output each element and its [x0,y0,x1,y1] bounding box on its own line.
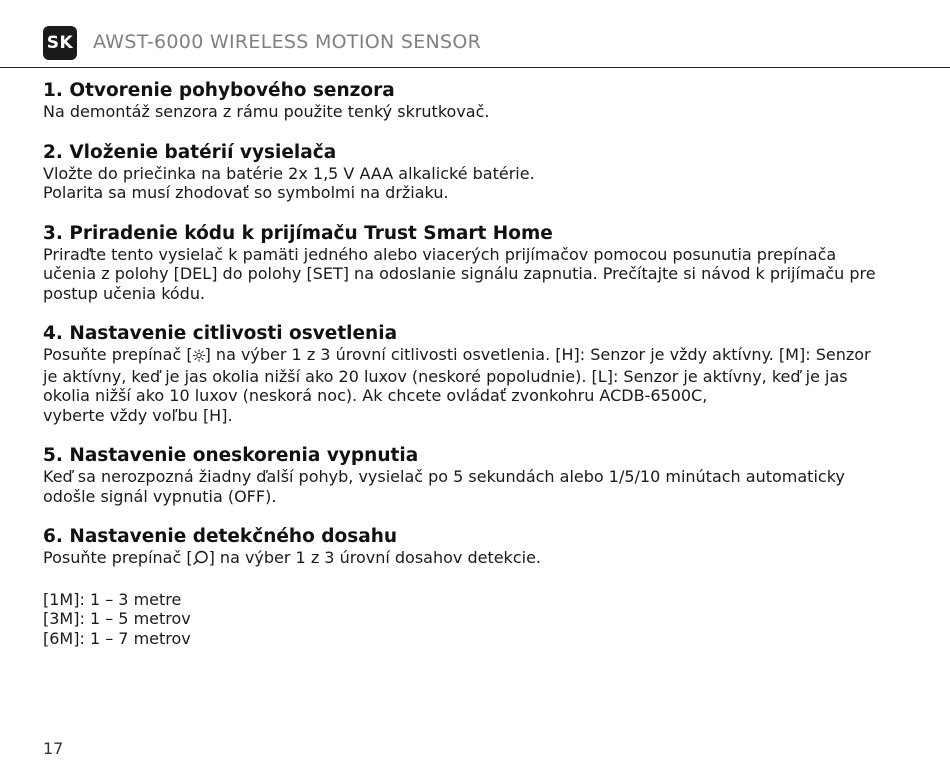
text-line: učenia z polohy [DEL] do polohy [SET] na odoslanie signálu zapnutia. Prečítajte si návod k prijímaču pre [43,264,876,283]
text-line: Keď sa nerozpozná žiadny ďalší pohyb, vysielač po 5 sekundách alebo 1/5/10 minútach automaticky [43,467,845,486]
section-heading: 6. Nastavenie detekčného dosahu [43,526,398,547]
text-line [43,345,913,367]
document-body [43,80,913,668]
text-line: odošle signál vypnutia (OFF). [43,486,277,506]
list-item: [6M]: 1 – 7 metrov [43,628,191,648]
text-line: Vložte do priečinka na batérie 2x 1,5 V AAA alkalické batérie. [43,163,535,183]
section-text [43,245,913,304]
text-line: je aktívny, keď je jas okolia nižší ako 20 luxov (neskoré popoludnie). [L]: Senzor je aktívny, keď je jas [43,366,848,386]
range-list [43,590,913,649]
range-icon [193,550,209,570]
page-header [0,0,950,68]
section-text [43,467,913,506]
text-line: vyberte vždy voľbu [H]. [43,405,233,425]
section-text [43,164,913,203]
text-segment: ] na výber 1 z 3 úrovní citlivosti osvetlenia. [H]: Senzor je vždy aktívny. [M]: Senzor [204,345,871,364]
section-heading: 5. Nastavenie oneskorenia vypnutia [43,445,419,466]
language-badge: SK [43,26,77,60]
section-heading: 2. Vloženie batérií vysielača [43,141,337,163]
sun-icon [193,347,205,367]
list-item: [3M]: 1 – 5 metrov [43,609,191,628]
section-text [43,345,913,425]
section-light-sensitivity [43,323,913,425]
section-detection-range [43,526,913,648]
section-text [43,548,913,570]
section-text [43,102,913,122]
text-line: Priraďte tento vysielač k pamäti jedného alebo viacerých prijímačov pomocou posunutia prepínača [43,244,837,264]
section-heading: 3. Priradenie kódu k prijímaču Trust Smart Home [43,222,553,244]
section-open-sensor [43,80,913,122]
text-line [43,548,913,570]
text-segment: Posuňte prepínač [ [43,548,193,567]
text-segment: Posuňte prepínač [ [43,345,193,364]
section-heading: 4. Nastavenie citlivosti osvetlenia [43,323,398,344]
text-line: Na demontáž senzora z rámu použite tenký skrutkovač. [43,102,490,121]
text-line: okolia nižší ako 10 luxov (neskorá noc). Ak chcete ovládať zvonkohru ACDB-6500C, [43,386,708,405]
list-item: [1M]: 1 – 3 metre [43,589,182,609]
section-insert-batteries [43,142,913,203]
document-title: AWST-6000 WIRELESS MOTION SENSOR [93,31,482,53]
page-number: 17 [43,739,64,758]
section-off-delay [43,445,913,506]
section-heading: 1. Otvorenie pohybového senzora [43,80,395,101]
text-segment: ] na výber 1 z 3 úrovní dosahov detekcie. [208,548,541,567]
section-code-assignment [43,223,913,304]
text-line: postup učenia kódu. [43,283,206,303]
text-line: Polarita sa musí zhodovať so symbolmi na držiaku. [43,183,449,202]
